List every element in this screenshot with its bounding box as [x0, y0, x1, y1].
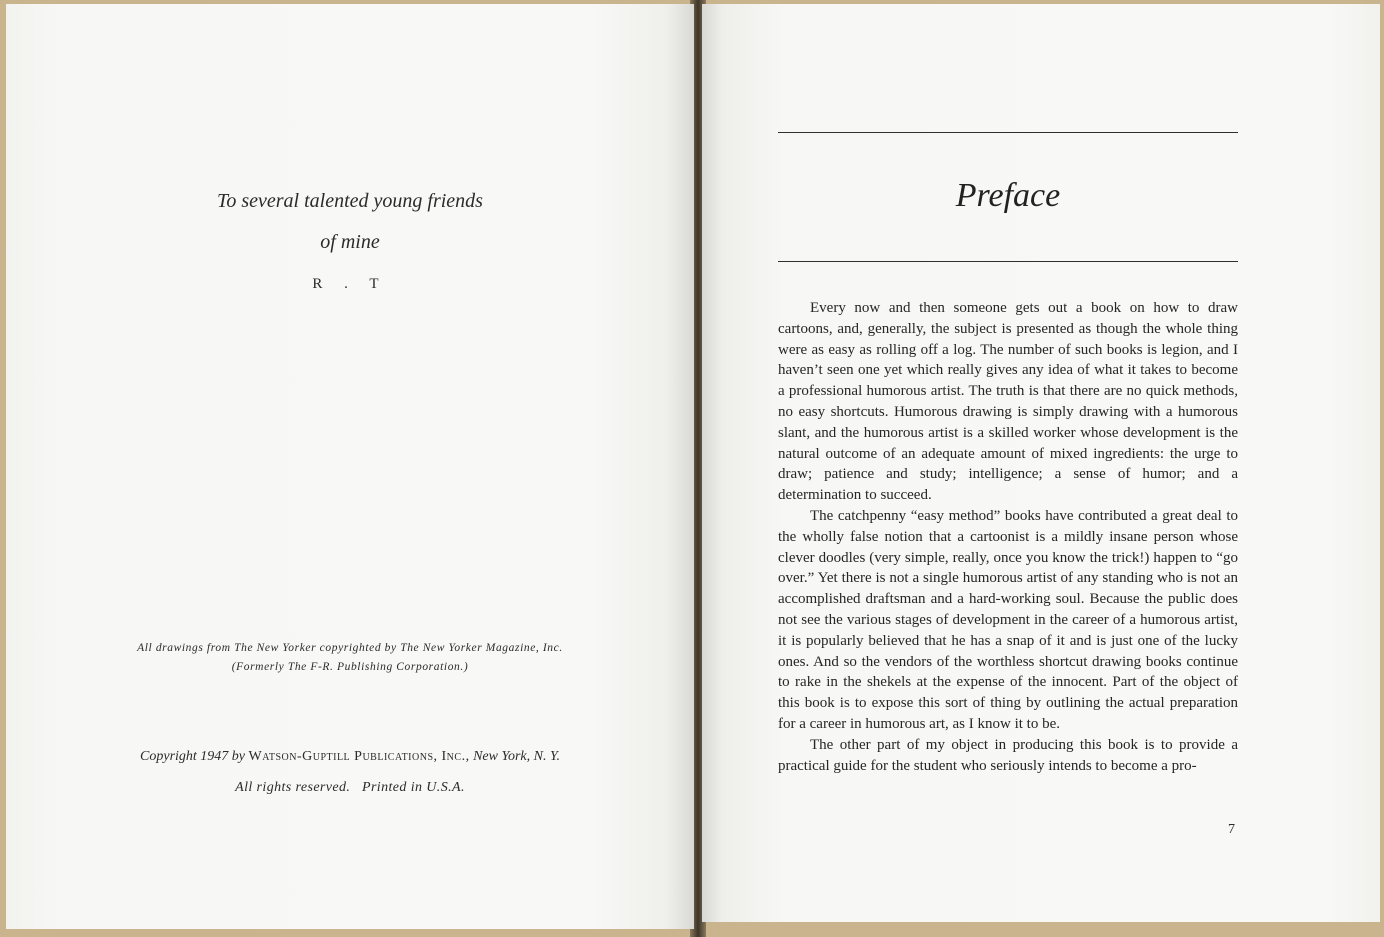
paragraph: Every now and then someone gets out a book on how to draw cartoons, and, generally, the subject is presented as though the whole thing were as easy as rolling off a log. The number of such books is legion, and I haven’t seen one yet which really gives any idea of what it takes to become a professional humorous artist. The truth is that there are no quick methods, no easy shortcuts. Humorous drawing is simply drawing with a humorous slant, and the humorous artist is a skilled worker whose development is the natural outcome of an adequate amount of mixed ingredients: the urge to draw; patience and study; intelligence; a sense of humor; and a determination to succeed. [778, 300, 1238, 504]
right-page [702, 4, 1380, 922]
copyright-publisher: Watson-Guptill Publications, Inc., [248, 749, 470, 764]
paragraph: The other part of my object in producing this book is to provide a practical guide for the student who seriously intends to become a pro- [778, 736, 1238, 774]
dedication-line-1: To several talented young friends [217, 190, 483, 212]
chapter-title: Preface [955, 177, 1061, 214]
author-initials: R . T [312, 276, 388, 292]
copyright-place: New York, N. Y. [473, 749, 560, 764]
copyright-prefix: Copyright 1947 by [140, 749, 246, 764]
drawings-credit: All drawings from The New Yorker copyrighted by The New Yorker Magazine, Inc. [137, 642, 563, 654]
copyright-line [6, 749, 694, 765]
left-page [6, 4, 694, 929]
paragraph: The catchpenny “easy method” books have contributed a great deal to the wholly false notion that a cartoonist is a mildly insane person whose clever doodles (very simple, really, once you know the trick!) happen to “go over.” Yet there is not a single humorous artist of any standing who is not an accomplished draftsman and a hard-working soul. Because the public does not see the various stages of development in the career of a humorous artist, it is popularly believed that he has a snap of it and is just one of the lucky ones. And so the vendors of the worthless shortcut drawing books continue to rake in the shekels at the expense of the innocent. Part of the object of this book is to expose this sort of thing by outlining the actual preparation for a career in humorous art, as I know it to be. [778, 507, 1238, 732]
publisher-former-name: (Formerly The F-R. Publishing Corporation.) [231, 661, 469, 673]
dedication-line-2: of mine [320, 231, 380, 253]
rights-line: All rights reserved. Printed in U.S.A. [235, 780, 465, 795]
title-rule-bottom [778, 261, 1238, 262]
preface-body [778, 298, 1238, 776]
page-number: 7 [1228, 822, 1235, 837]
title-rule-top [778, 132, 1238, 133]
